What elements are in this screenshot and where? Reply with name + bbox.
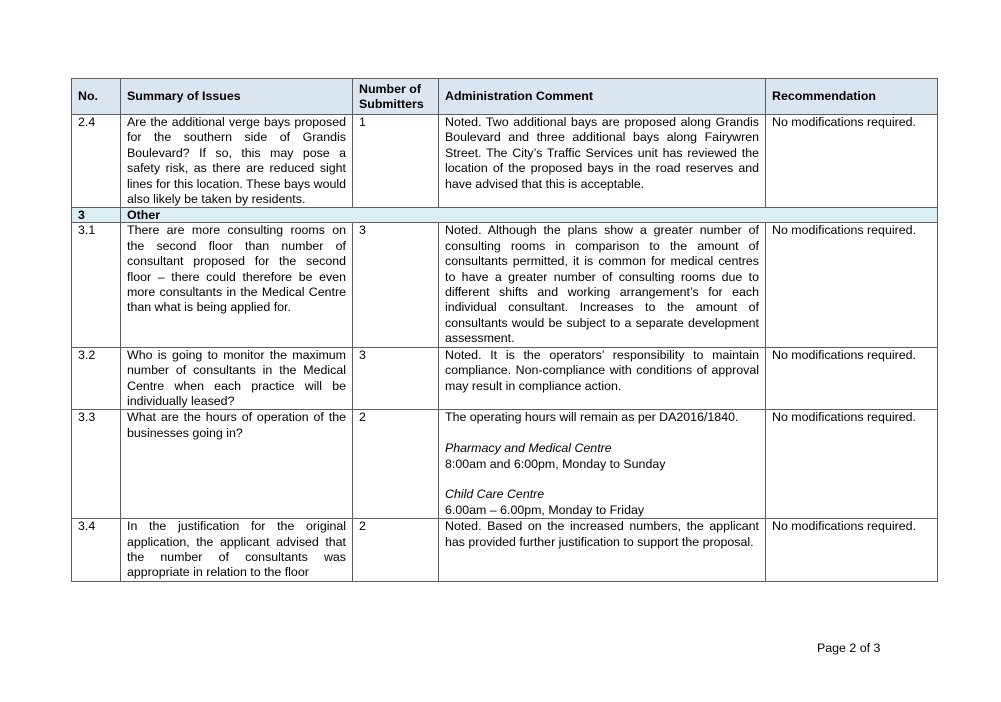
row-comment: Noted. Based on the increased numbers, the applicant has provided further justification to support the proposal. bbox=[439, 519, 766, 582]
hours-intro: The operating hours will remain as per DA2016/1840. bbox=[445, 410, 739, 425]
row-recommendation: No modifications required. bbox=[766, 519, 938, 582]
issues-table bbox=[71, 78, 938, 582]
row-summary: What are the hours of operation of the businesses going in? bbox=[121, 410, 353, 519]
header-no: No. bbox=[72, 79, 121, 115]
row-submitters: 2 bbox=[353, 410, 439, 519]
pharmacy-heading: Pharmacy and Medical Centre bbox=[445, 441, 612, 456]
row-recommendation: No modifications required. bbox=[766, 410, 938, 519]
header-recommendation: Recommendation bbox=[766, 79, 938, 115]
row-no: 3.2 bbox=[72, 347, 121, 410]
row-comment: Noted. Although the plans show a greater number of consulting rooms in comparison to the amount of consultants permitted, it is common for medical centres to have a greater number of consulting rooms due to different shifts and working arrangement’s for each individual consultant. Increases to the amount of consultants would be subject to a separate development assessment. bbox=[439, 223, 766, 347]
row-no: 3.1 bbox=[72, 223, 121, 347]
row-submitters: 1 bbox=[353, 115, 439, 208]
section-title: Other bbox=[121, 208, 938, 223]
table-header-row bbox=[72, 79, 938, 115]
row-summary: Who is going to monitor the maximum number of consultants in the Medical Centre when each practice will be individually leased? bbox=[121, 347, 353, 410]
section-no: 3 bbox=[72, 208, 121, 223]
table-row bbox=[72, 223, 938, 347]
table-row bbox=[72, 519, 938, 582]
row-recommendation: No modifications required. bbox=[766, 223, 938, 347]
pharmacy-hours: 8:00am and 6:00pm, Monday to Sunday bbox=[445, 456, 666, 471]
header-summary: Summary of Issues bbox=[121, 79, 353, 115]
row-submitters: 3 bbox=[353, 347, 439, 410]
childcare-hours: 6.00am – 6.00pm, Monday to Friday bbox=[445, 502, 645, 517]
row-summary: Are the additional verge bays proposed for the southern side of Grandis Boulevard? If so, this may pose a safety risk, as there are reduced sight lines for this location. These bays would also likely be taken by residents. bbox=[121, 115, 353, 208]
row-no: 2.4 bbox=[72, 115, 121, 208]
row-submitters: 3 bbox=[353, 223, 439, 347]
row-submitters: 2 bbox=[353, 519, 439, 582]
paragraph-spacer bbox=[445, 426, 759, 441]
row-recommendation: No modifications required. bbox=[766, 347, 938, 410]
row-summary: In the justification for the original application, the applicant advised that the number of consultants was appropriate in relation to the floor bbox=[121, 519, 353, 582]
row-comment: Noted. Two additional bays are proposed along Grandis Boulevard and three additional bays along Fairywren Street. The City’s Traffic Services unit has reviewed the location of the proposed bays in the road reserves and have advised that this is acceptable. bbox=[439, 115, 766, 208]
page-number: Page 2 of 3 bbox=[817, 641, 881, 655]
table-row bbox=[72, 347, 938, 410]
header-comment: Administration Comment bbox=[439, 79, 766, 115]
childcare-heading: Child Care Centre bbox=[445, 487, 545, 502]
row-comment: Noted. It is the operators’ responsibility to maintain compliance. Non-compliance with conditions of approval may result in compliance action. bbox=[439, 347, 766, 410]
row-no: 3.4 bbox=[72, 519, 121, 582]
section-row bbox=[72, 208, 938, 223]
row-no: 3.3 bbox=[72, 410, 121, 519]
header-submitters: Number of Submitters bbox=[353, 79, 439, 115]
table-row bbox=[72, 115, 938, 208]
row-recommendation: No modifications required. bbox=[766, 115, 938, 208]
paragraph-spacer bbox=[445, 472, 759, 487]
table-row bbox=[72, 410, 938, 519]
row-summary: There are more consulting rooms on the second floor than number of consultant proposed for the second floor – there could therefore be even more consultants in the Medical Centre than what is being applied for. bbox=[121, 223, 353, 347]
row-comment bbox=[439, 410, 766, 519]
